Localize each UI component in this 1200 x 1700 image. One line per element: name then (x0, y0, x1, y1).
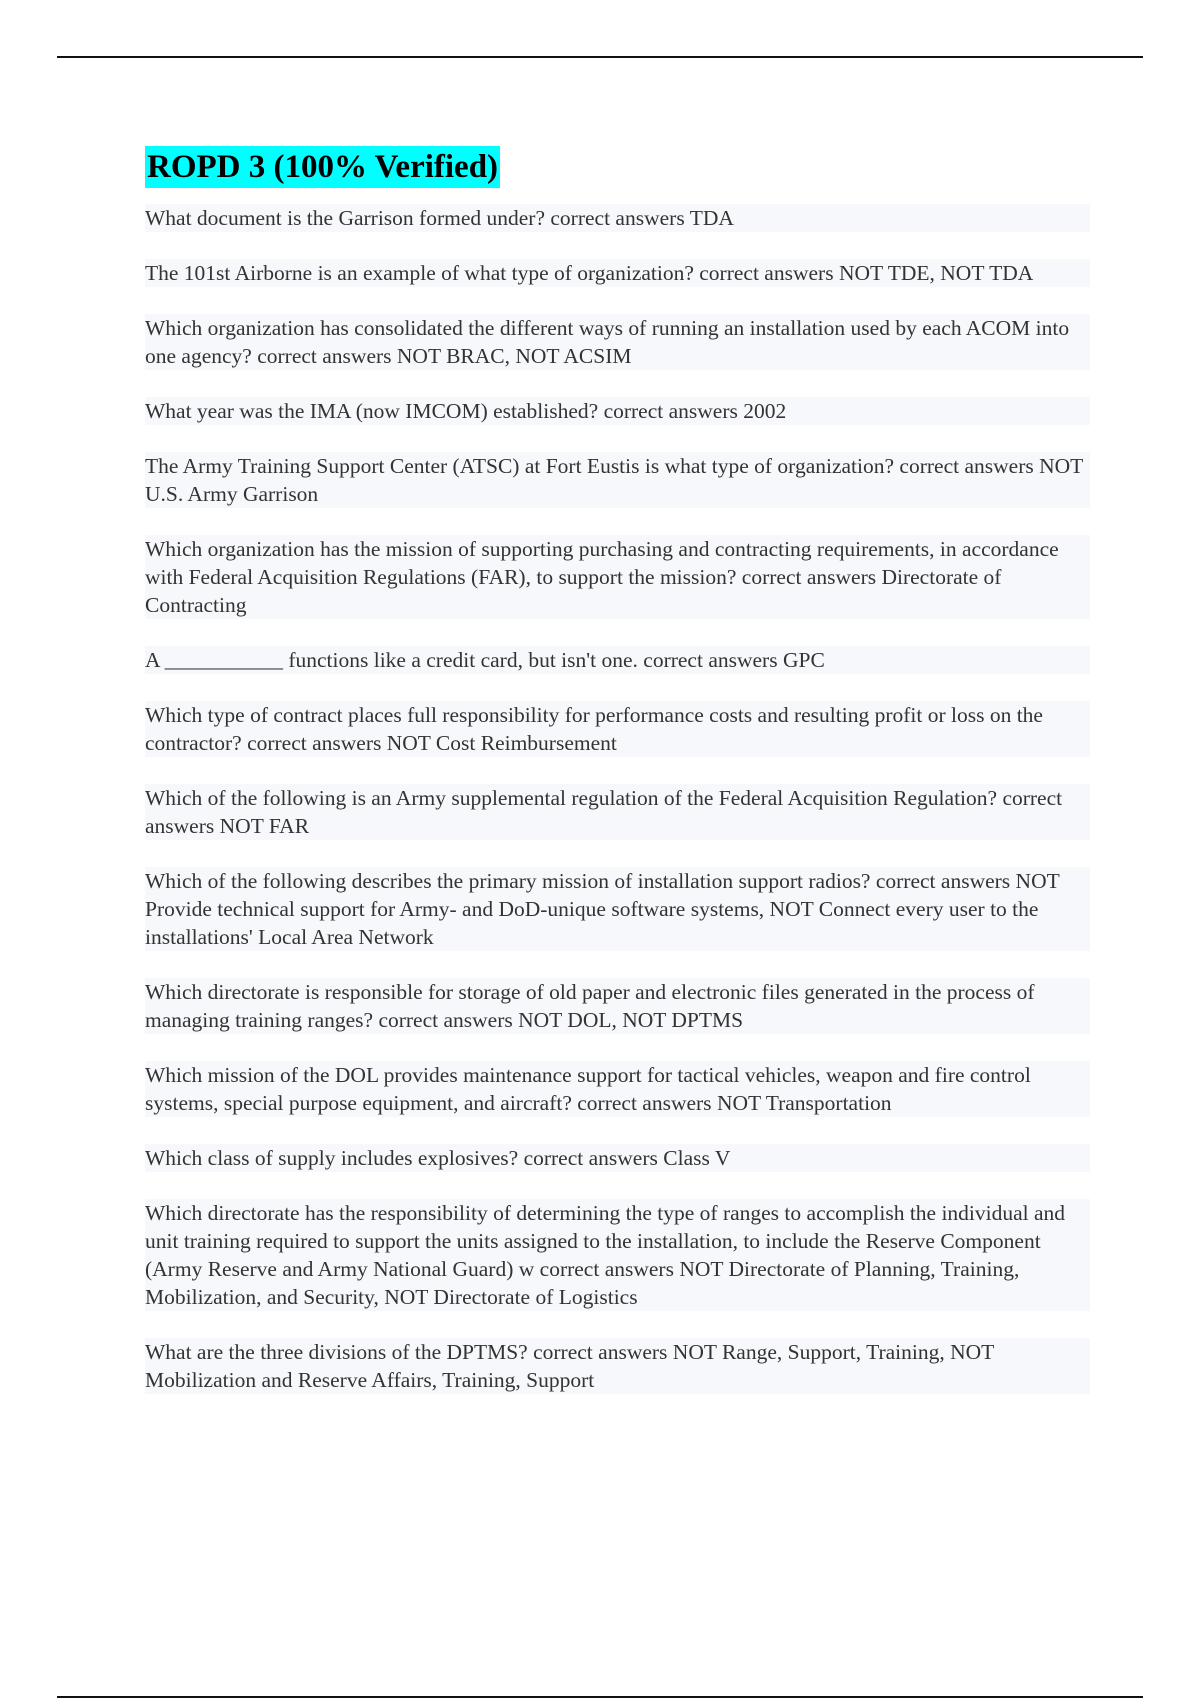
question-text: Which mission of the DOL provides maintenance support for tactical vehicles, weapon and fire control systems, special purpose equipment, and aircraft? (145, 1063, 1031, 1115)
qa-item (145, 784, 1090, 840)
question-text: Which organization has the mission of supporting purchasing and contracting requirements, in accordance with Federal Acquisition Regulations (FAR), to support the mission? (145, 537, 1059, 589)
answer-separator: correct answers (577, 1091, 712, 1115)
answer-separator: correct answers (523, 1146, 658, 1170)
qa-item (145, 535, 1090, 619)
question-text: Which directorate is responsible for storage of old paper and electronic files generated in the process of managing training ranges? (145, 980, 1035, 1032)
answer-separator: correct answers (643, 648, 778, 672)
qa-item (145, 314, 1090, 370)
question-text: What document is the Garrison formed under? (145, 206, 546, 230)
answer-separator: correct answers (699, 261, 834, 285)
qa-item (145, 1144, 1090, 1172)
qa-list (145, 204, 1090, 1394)
qa-item (145, 397, 1090, 425)
answer-separator: correct answers (378, 1008, 513, 1032)
answer-separator: correct answers (550, 206, 685, 230)
document-body (145, 146, 1090, 1421)
footer-rule (57, 1696, 1143, 1698)
qa-item (145, 259, 1090, 287)
answer-text: NOT FAR (219, 814, 310, 838)
answer-text: TDA (689, 206, 734, 230)
header-rule (57, 56, 1143, 58)
answer-text: NOT Provide technical support for Army- and DoD-unique software systems, NOT Connect every user to the installations' Local Area Network (145, 869, 1060, 949)
question-text: A ___________ functions like a credit card, but isn't one. (145, 648, 638, 672)
question-text: The 101st Airborne is an example of what type of organization? (145, 261, 694, 285)
answer-separator: correct answers (539, 1257, 674, 1281)
qa-item (145, 452, 1090, 508)
qa-item (145, 1338, 1090, 1394)
answer-separator: correct answers (603, 399, 738, 423)
qa-item (145, 867, 1090, 951)
answer-separator: correct answers (741, 565, 877, 589)
answer-separator: correct answers (899, 454, 1034, 478)
qa-item (145, 978, 1090, 1034)
qa-item (145, 646, 1090, 674)
document-title: ROPD 3 (100% Verified) (145, 146, 500, 188)
question-text: What year was the IMA (now IMCOM) established? (145, 399, 599, 423)
question-text: Which of the following describes the primary mission of installation support radios? (145, 869, 871, 893)
qa-item (145, 204, 1090, 232)
answer-text: NOT Cost Reimbursement (386, 731, 617, 755)
answer-text: Class V (663, 1146, 731, 1170)
question-text: Which organization has consolidated the different ways of running an installation used by each ACOM into one agency? (145, 316, 1070, 368)
question-text: What are the three divisions of the DPTMS? (145, 1340, 528, 1364)
answer-text: NOT DOL, NOT DPTMS (518, 1008, 744, 1032)
answer-text: NOT Directorate of Planning, Training, Mobilization, and Security, NOT Directorate of Logistics (145, 1257, 1020, 1309)
question-text: Which directorate has the responsibility of determining the type of ranges to accomplish the individual and unit training required to support the units assigned to the installation, to include the Reserve Component (Army Reserve and Army National Guard) w (145, 1201, 1066, 1281)
answer-separator: correct answers (247, 731, 382, 755)
qa-item (145, 701, 1090, 757)
answer-text: GPC (782, 648, 825, 672)
question-text: Which type of contract places full responsibility for performance costs and resulting profit or loss on the contractor? (145, 703, 1043, 755)
question-text: Which of the following is an Army supplemental regulation of the Federal Acquisition Regulation? (145, 786, 998, 810)
answer-text: NOT Range, Support, Training, NOT Mobilization and Reserve Affairs, Training, Support (145, 1340, 994, 1392)
question-text: Which class of supply includes explosives? (145, 1146, 519, 1170)
answer-text: NOT BRAC, NOT ACSIM (396, 344, 632, 368)
answer-separator: correct answers (257, 344, 392, 368)
answer-separator: correct answers (145, 786, 1063, 838)
question-text: The Army Training Support Center (ATSC) at Fort Eustis is what type of organization? (145, 454, 895, 478)
answer-text: 2002 (743, 399, 787, 423)
qa-item (145, 1061, 1090, 1117)
answer-text: NOT U.S. Army Garrison (145, 454, 1083, 506)
qa-item (145, 1199, 1090, 1311)
answer-text: Directorate of Contracting (145, 565, 1002, 617)
answer-separator: correct answers (875, 869, 1011, 893)
answer-separator: correct answers (533, 1340, 668, 1364)
answer-text: NOT TDE, NOT TDA (838, 261, 1034, 285)
answer-text: NOT Transportation (716, 1091, 892, 1115)
